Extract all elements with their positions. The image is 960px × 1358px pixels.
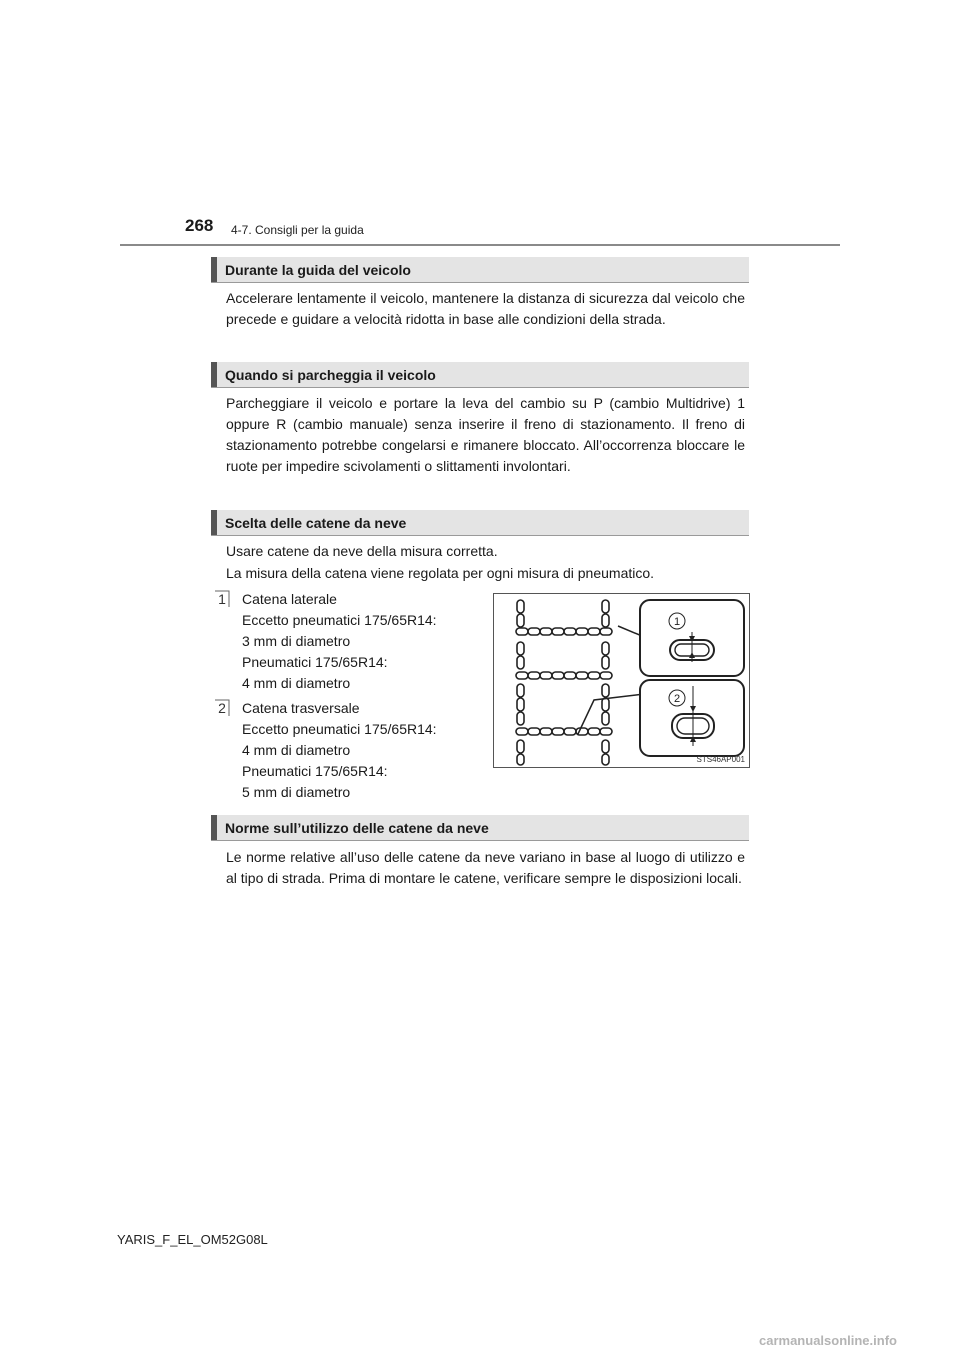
spec-list-side-chain xyxy=(242,589,437,694)
badge-number: 1 xyxy=(218,591,226,607)
badge-number: 2 xyxy=(218,700,226,716)
header-rule xyxy=(120,244,840,246)
heading-chain-choice xyxy=(211,510,749,536)
spec-line: Catena trasversale xyxy=(242,700,360,716)
spec-line: Catena laterale xyxy=(242,591,337,607)
spec-list-cross-chain xyxy=(242,698,437,803)
footer-document-code: YARIS_F_EL_OM52G08L xyxy=(117,1232,268,1247)
heading-bar xyxy=(211,815,217,840)
chain-intro-line-2: La misura della catena viene regolata per ogni misura di pneumatico. xyxy=(226,565,655,581)
figure-code: STS46AP001 xyxy=(696,755,745,764)
spec-line: Eccetto pneumatici 175/65R14: xyxy=(242,612,437,628)
spec-line: 3 mm di diametro xyxy=(242,633,351,649)
callout-box-2 xyxy=(578,680,744,756)
spec-line: 4 mm di diametro xyxy=(242,675,351,691)
page-number: 268 xyxy=(185,216,214,235)
paragraph-chain-rules: Le norme relative all’uso delle catene da neve variano in base al luogo di utilizzo e al tipo di strada. Prima di montare le catene, verificare sempre le disposizioni locali. xyxy=(226,849,745,886)
heading-parking xyxy=(211,362,749,388)
chain-intro-line-1: Usare catene da neve della misura corretta. xyxy=(226,543,498,559)
heading-text: Norme sull’utilizzo delle catene da neve xyxy=(225,820,489,836)
cross-chain-top xyxy=(516,628,612,635)
spec-line: Pneumatici 175/65R14: xyxy=(242,654,388,670)
spec-line: Eccetto pneumatici 175/65R14: xyxy=(242,721,437,737)
right-side-chain xyxy=(602,600,609,765)
heading-bar xyxy=(211,257,217,282)
heading-text: Scelta delle catene da neve xyxy=(225,515,407,531)
cross-chain-bottom xyxy=(516,728,612,735)
item-number-badge-2 xyxy=(213,699,231,717)
heading-bar xyxy=(211,510,217,535)
left-side-chain xyxy=(517,600,524,765)
heading-during-driving xyxy=(211,257,749,283)
section-label: 4-7. Consigli per la guida xyxy=(231,223,364,237)
heading-text: Quando si parcheggia il veicolo xyxy=(225,367,436,383)
heading-bar xyxy=(211,362,217,387)
spec-line: 5 mm di diametro xyxy=(242,784,351,800)
snow-chain-figure xyxy=(493,593,750,768)
callout-box-1 xyxy=(618,600,744,676)
paragraph-parking: Parcheggiare il veicolo e portare la leva del cambio su P (cambio Multidrive) 1 oppure R (cambio manuale) senza inserire il freno di stazionamento. Il freno di stazionamento potrebbe congelarsi e rimanere bloccato. All’occorrenza bloccare le ruote per impedire scivolamenti o slittamenti involontari. xyxy=(226,395,745,474)
watermark[interactable]: carmanualsonline.info xyxy=(759,1333,897,1348)
paragraph-during-driving: Accelerare lentamente il veicolo, mantenere la distanza di sicurezza dal veicolo che precede e guidare a velocità ridotta in base alle condizioni della strada. xyxy=(226,290,745,327)
item-number-badge-1 xyxy=(213,590,231,608)
figure-callout-1: 1 xyxy=(673,616,681,628)
spec-line: Pneumatici 175/65R14: xyxy=(242,763,388,779)
snow-chain-illustration xyxy=(494,594,749,767)
spec-line: 4 mm di diametro xyxy=(242,742,351,758)
figure-callout-2: 2 xyxy=(673,693,681,705)
cross-chain-middle xyxy=(516,672,612,679)
heading-text: Durante la guida del veicolo xyxy=(225,262,411,278)
heading-chain-rules xyxy=(211,815,749,841)
